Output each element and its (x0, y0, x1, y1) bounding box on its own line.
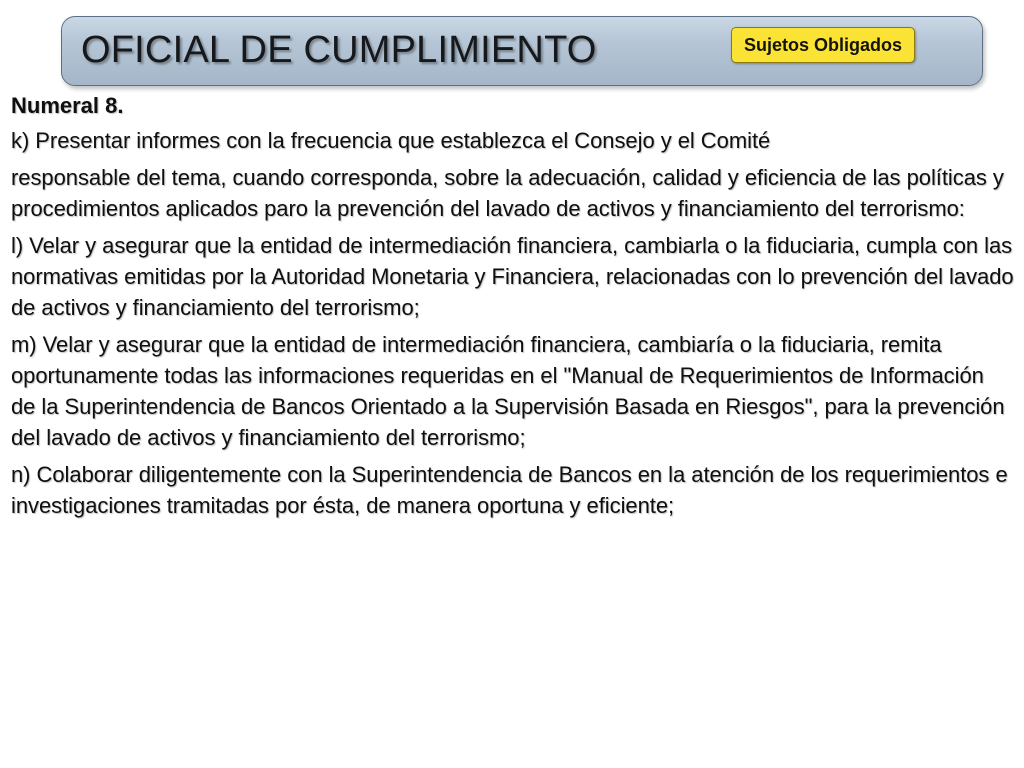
paragraph-l: l) Velar y asegurar que la entidad de intermediación financiera, cambiarla o la fiduciaria, cumpla con las normativas emitidas por la Autoridad Monetaria y Financiera, relacionadas con lo prevención del lavado de activos y financiamiento del terrorismo; (11, 233, 1014, 320)
section-heading: Numeral 8. (11, 93, 124, 118)
paragraph-k: k) Presentar informes con la frecuencia que establezca el Consejo y el Comité (11, 128, 771, 153)
slide-content (11, 90, 1014, 527)
paragraph-m: m) Velar y asegurar que la entidad de intermediación financiera, cambiaría o la fiduciaria, remita oportunamente todas las informaciones requeridas en el "Manual de Requerimientos de Información de la Superintendencia de Bancos Orientado a la Supervisión Basada en Riesgos", para la prevención del lavado de activos y financiamiento del terrorismo; (11, 332, 1005, 450)
title-bar (61, 16, 983, 86)
paragraph-n: n) Colaborar diligentemente con la Superintendencia de Bancos en la atención de los requerimientos e investigaciones tramitadas por ésta, de manera oportuna y eficiente; (11, 462, 1008, 518)
paragraph-k-continued: responsable del tema, cuando corresponda, sobre la adecuación, calidad y eficiencia de las políticas y procedimientos aplicados paro la prevención del lavado de activos y financiamiento del terrorismo: (11, 165, 1004, 221)
page-title: OFICIAL DE CUMPLIMIENTO (81, 29, 597, 71)
sujetos-obligados-badge[interactable]: Sujetos Obligados (731, 27, 915, 63)
